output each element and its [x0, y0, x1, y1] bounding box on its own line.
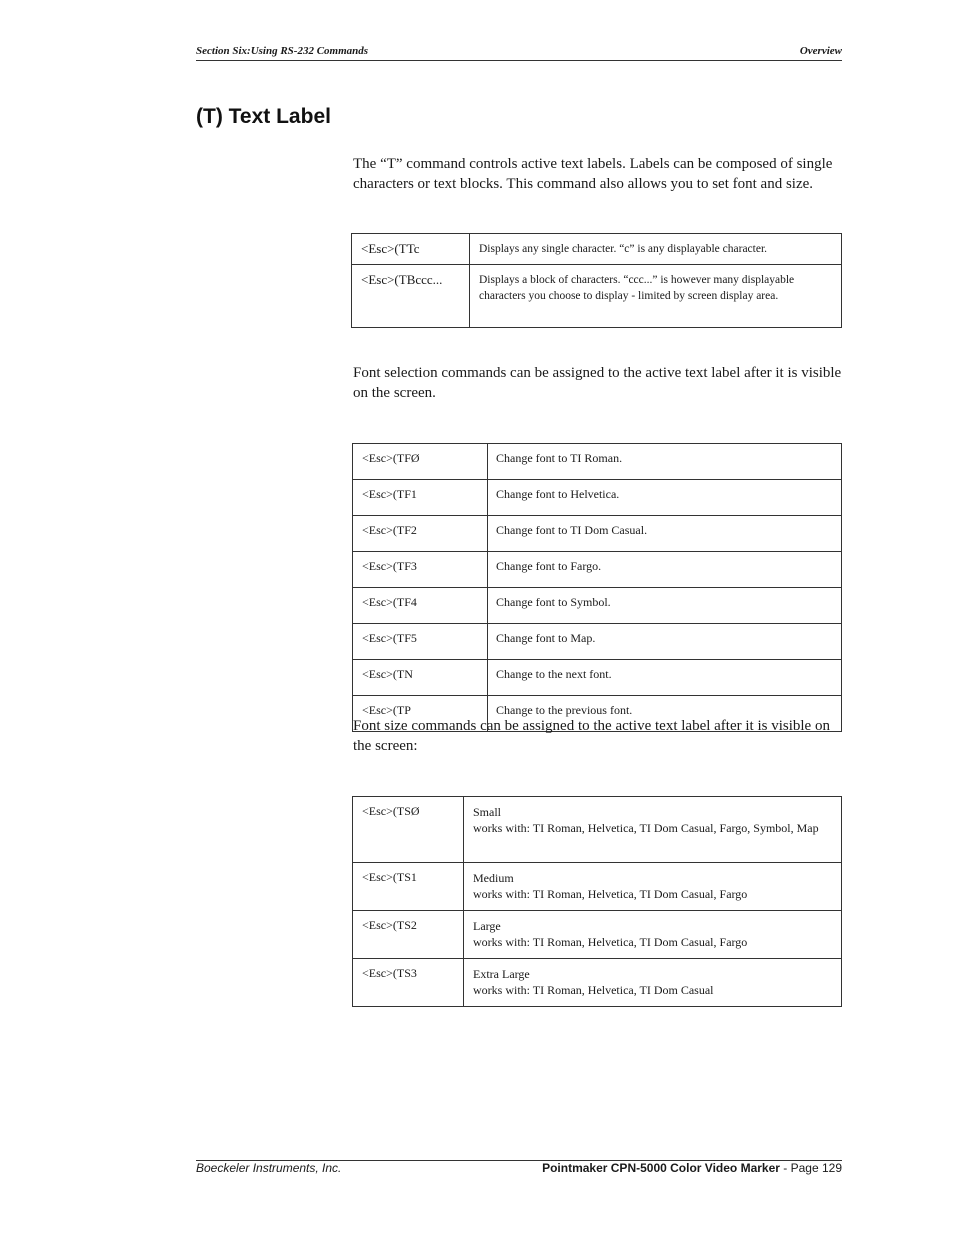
- page-title: (T) Text Label: [196, 105, 331, 128]
- footer-product-page: [542, 1161, 842, 1175]
- font-size-command-table: [352, 796, 842, 1007]
- page-header: [196, 44, 842, 61]
- size-compatibility: works with: TI Roman, Helvetica, TI Dom Casual: [473, 983, 714, 997]
- table-row: [353, 624, 842, 660]
- description-cell: Change font to TI Dom Casual.: [488, 516, 842, 552]
- size-compatibility: works with: TI Roman, Helvetica, TI Dom Casual, Fargo: [473, 935, 748, 949]
- command-cell: <Esc>(TS2: [353, 911, 464, 959]
- header-section: Section Six:Using RS-232 Commands: [196, 45, 369, 57]
- header-topic: Overview: [799, 45, 842, 57]
- table-row: [353, 444, 842, 480]
- command-cell: <Esc>(TF5: [353, 624, 488, 660]
- table-row: [353, 480, 842, 516]
- description-cell: Change to the previous font.: [488, 696, 842, 732]
- command-cell: <Esc>(TF4: [353, 588, 488, 624]
- table-row: [353, 588, 842, 624]
- description-cell: Change font to Helvetica.: [488, 480, 842, 516]
- description-cell: [464, 797, 842, 863]
- description-cell: [464, 911, 842, 959]
- size-name: Small: [473, 805, 502, 819]
- command-cell: <Esc>(TTc: [352, 234, 470, 265]
- table-row: [353, 863, 842, 911]
- table-row: [353, 516, 842, 552]
- text-label-command-table: [351, 233, 842, 328]
- intro-paragraph: The “T” command controls active text labels. Labels can be composed of single characters or text blocks. This command also allows you to set font and size.: [353, 156, 833, 192]
- command-cell: <Esc>(TF2: [353, 516, 488, 552]
- font-size-paragraph: Font size commands can be assigned to the active text label after it is visible on the screen:: [353, 718, 830, 754]
- description-cell: Displays any single character. “c” is any displayable character.: [470, 234, 842, 265]
- description-cell: Change font to Fargo.: [488, 552, 842, 588]
- description-cell: Change to the next font.: [488, 660, 842, 696]
- size-name: Large: [473, 919, 501, 933]
- table-row: [352, 265, 842, 328]
- command-cell: <Esc>(TFØ: [353, 444, 488, 480]
- command-cell: <Esc>(TS3: [353, 959, 464, 1007]
- command-cell: <Esc>(TP: [353, 696, 488, 732]
- description-cell: Displays a block of characters. “ccc...” is however many displayable characters you choose to display - limited by screen display area.: [470, 265, 842, 328]
- footer-page-number: - Page 129: [779, 1161, 842, 1175]
- page-footer: [196, 1160, 842, 1177]
- table-row: [353, 911, 842, 959]
- command-cell: <Esc>(TF3: [353, 552, 488, 588]
- size-name: Extra Large: [473, 967, 530, 981]
- size-compatibility: works with: TI Roman, Helvetica, TI Dom Casual, Fargo: [473, 887, 748, 901]
- table-row: [353, 959, 842, 1007]
- command-cell: <Esc>(TSØ: [353, 797, 464, 863]
- description-cell: [464, 959, 842, 1007]
- description-cell: Change font to TI Roman.: [488, 444, 842, 480]
- table-row: [353, 660, 842, 696]
- font-command-table: [352, 443, 842, 732]
- description-cell: Change font to Symbol.: [488, 588, 842, 624]
- size-name: Medium: [473, 871, 514, 885]
- footer-product: Pointmaker CPN-5000 Color Video Marker: [542, 1161, 780, 1175]
- table-row: [353, 797, 842, 863]
- command-cell: <Esc>(TF1: [353, 480, 488, 516]
- table-row: [353, 552, 842, 588]
- table-row: [352, 234, 842, 265]
- description-cell: Change font to Map.: [488, 624, 842, 660]
- command-cell: <Esc>(TS1: [353, 863, 464, 911]
- description-cell: [464, 863, 842, 911]
- size-compatibility: works with: TI Roman, Helvetica, TI Dom Casual, Fargo, Symbol, Map: [473, 821, 819, 835]
- footer-company: Boeckeler Instruments, Inc.: [196, 1161, 342, 1175]
- command-cell: <Esc>(TBccc...: [352, 265, 470, 328]
- font-selection-paragraph: Font selection commands can be assigned to the active text label after it is visible on the screen.: [353, 365, 842, 401]
- command-cell: <Esc>(TN: [353, 660, 488, 696]
